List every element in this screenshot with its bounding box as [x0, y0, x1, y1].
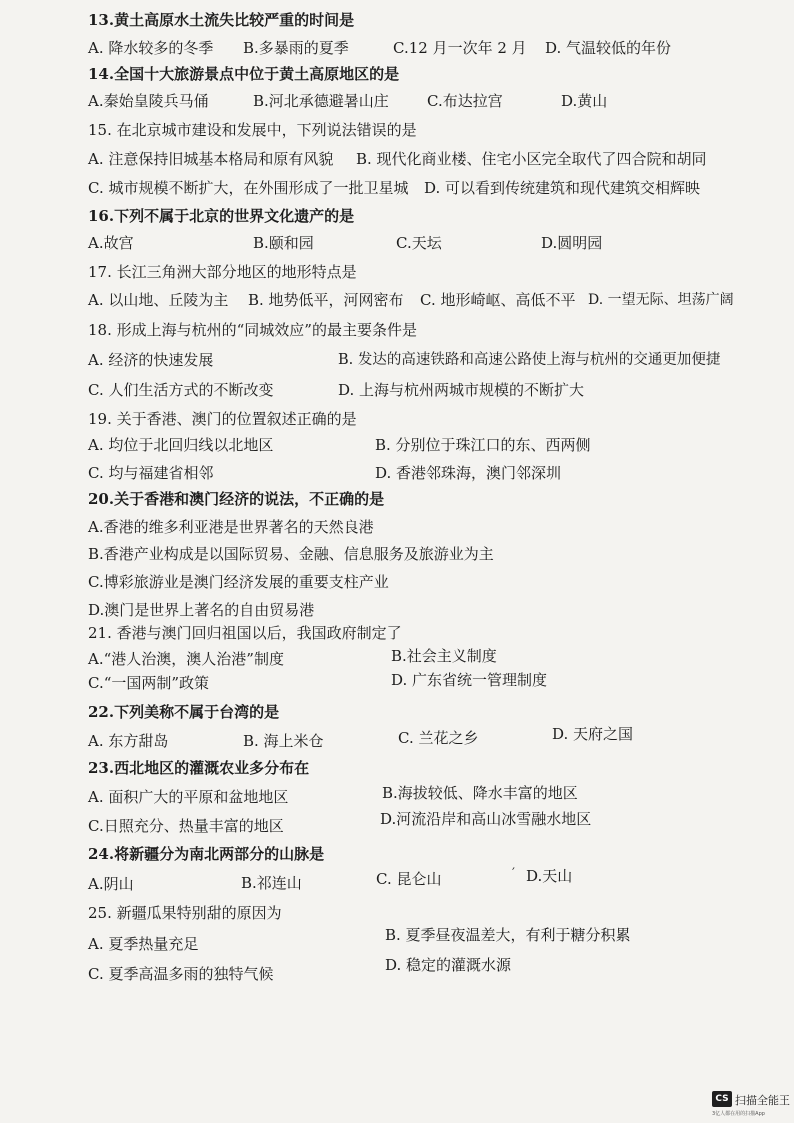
q23-option-b: B.海拔较低、降水丰富的地区 — [382, 784, 578, 802]
question-21-stem: 21. 香港与澳门回归祖国以后，我国政府制定了 — [88, 624, 402, 642]
q16-option-d: D.圆明园 — [541, 234, 603, 252]
q18-option-a: A. 经济的快速发展 — [88, 351, 214, 369]
watermark-brand: 扫描全能王 — [735, 1094, 790, 1107]
question-23-stem: 23.西北地区的灌溉农业多分布在 — [88, 759, 310, 777]
question-14-stem: 14.全国十大旅游景点中位于黄土高原地区的是 — [88, 65, 400, 83]
camscanner-logo-icon: CS — [712, 1091, 732, 1107]
q23-option-a: A. 面积广大的平原和盆地地区 — [88, 788, 289, 806]
q25-option-c: C. 夏季高温多雨的独特气候 — [88, 965, 274, 983]
q17-option-a: A. 以山地、丘陵为主 — [88, 291, 229, 309]
question-25-stem: 25. 新疆瓜果特别甜的原因为 — [88, 904, 282, 922]
q14-option-d: D.黄山 — [561, 92, 608, 110]
q16-option-c: C.天坛 — [396, 234, 442, 252]
q15-option-d: D. 可以看到传统建筑和现代建筑交相辉映 — [424, 179, 701, 197]
q22-option-a: A. 东方甜岛 — [88, 732, 169, 750]
q13-option-c: C.12 月一次年 2 月 — [393, 39, 527, 57]
q15-option-a: A. 注意保持旧城基本格局和原有风貌 — [88, 150, 334, 168]
question-22-stem: 22.下列美称不属于台湾的是 — [88, 703, 280, 721]
q24-option-b: B.祁连山 — [241, 874, 302, 892]
q22-option-d: D. 天府之国 — [552, 725, 634, 743]
question-20-stem: 20.关于香港和澳门经济的说法，不正确的是 — [88, 490, 385, 508]
q13-option-b: B.多暴雨的夏季 — [243, 39, 349, 57]
q25-option-b: B. 夏季昼夜温差大，有利于糖分积累 — [385, 926, 631, 944]
q25-option-a: A. 夏季热量充足 — [88, 935, 199, 953]
q13-option-a: A. 降水较多的冬季 — [88, 39, 214, 57]
question-19-stem: 19. 关于香港、澳门的位置叙述正确的是 — [88, 410, 357, 428]
question-17-stem: 17. 长江三角洲大部分地区的地形特点是 — [88, 263, 357, 281]
q21-option-d: D. 广东省统一管理制度 — [391, 671, 548, 689]
question-18-stem: 18. 形成上海与杭州的“同城效应”的最主要条件是 — [88, 321, 417, 339]
question-13-stem: 13.黄土高原水土流失比较严重的时间是 — [88, 11, 355, 29]
q17-option-d: D. 一望无际、坦荡广阔 — [588, 292, 734, 308]
question-24-stem: 24.将新疆分为南北两部分的山脉是 — [88, 845, 325, 863]
q25-option-d: D. 稳定的灌溉水源 — [385, 956, 512, 974]
q22-option-b: B. 海上米仓 — [243, 732, 324, 750]
q21-option-a: A.“港人治澳，澳人治港”制度 — [88, 650, 284, 668]
q20-option-b: B.香港产业构成是以国际贸易、金融、信息服务及旅游业为主 — [88, 545, 494, 563]
q16-option-a: A.故宫 — [88, 234, 134, 252]
q13-option-d: D. 气温较低的年份 — [545, 39, 672, 57]
q17-option-c: C. 地形崎岖、高低不平 — [420, 291, 576, 309]
q18-option-c: C. 人们生活方式的不断改变 — [88, 381, 274, 399]
q21-option-c: C.“一国两制”政策 — [88, 674, 210, 692]
q23-option-d: D.河流沿岸和高山冰雪融水地区 — [380, 810, 592, 828]
q20-option-a: A.香港的维多利亚港是世界著名的天然良港 — [88, 518, 374, 536]
q15-option-b: B. 现代化商业楼、住宅小区完全取代了四合院和胡同 — [356, 150, 707, 168]
q19-option-c: C. 均与福建省相邻 — [88, 464, 214, 482]
q24-option-c: C. 昆仑山 — [376, 870, 442, 888]
q24-option-a: A.阴山 — [88, 875, 134, 893]
q19-option-b: B. 分别位于珠江口的东、西两侧 — [375, 436, 591, 454]
q18-option-b: B. 发达的高速铁路和高速公路使上海与杭州的交通更加便捷 — [338, 352, 721, 368]
question-15-stem: 15. 在北京城市建设和发展中，下列说法错误的是 — [88, 121, 417, 139]
q22-option-c: C. 兰花之乡 — [398, 729, 479, 747]
q19-option-d: D. 香港邻珠海，澳门邻深圳 — [375, 464, 562, 482]
q14-option-a: A.秦始皇陵兵马俑 — [88, 92, 209, 110]
q19-option-a: A. 均位于北回归线以北地区 — [88, 436, 274, 454]
q17-option-b: B. 地势低平，河网密布 — [248, 291, 404, 309]
q14-option-b: B.河北承德避暑山庄 — [253, 92, 389, 110]
q16-option-b: B.颐和园 — [253, 234, 314, 252]
stray-mark: ′ — [512, 866, 515, 881]
q14-option-c: C.布达拉宫 — [427, 92, 503, 110]
watermark-subtitle: 3亿人都在用的扫描App — [712, 1111, 765, 1117]
q15-option-c: C. 城市规模不断扩大，在外围形成了一批卫星城 — [88, 179, 409, 197]
q20-option-d: D.澳门是世界上著名的自由贸易港 — [88, 601, 315, 619]
q21-option-b: B.社会主义制度 — [391, 647, 497, 665]
q18-option-d: D. 上海与杭州两城市规模的不断扩大 — [338, 381, 585, 399]
question-16-stem: 16.下列不属于北京的世界文化遗产的是 — [88, 207, 355, 225]
q24-option-d: D.天山 — [526, 867, 573, 885]
q20-option-c: C.博彩旅游业是澳门经济发展的重要支柱产业 — [88, 573, 389, 591]
q23-option-c: C.日照充分、热量丰富的地区 — [88, 817, 284, 835]
